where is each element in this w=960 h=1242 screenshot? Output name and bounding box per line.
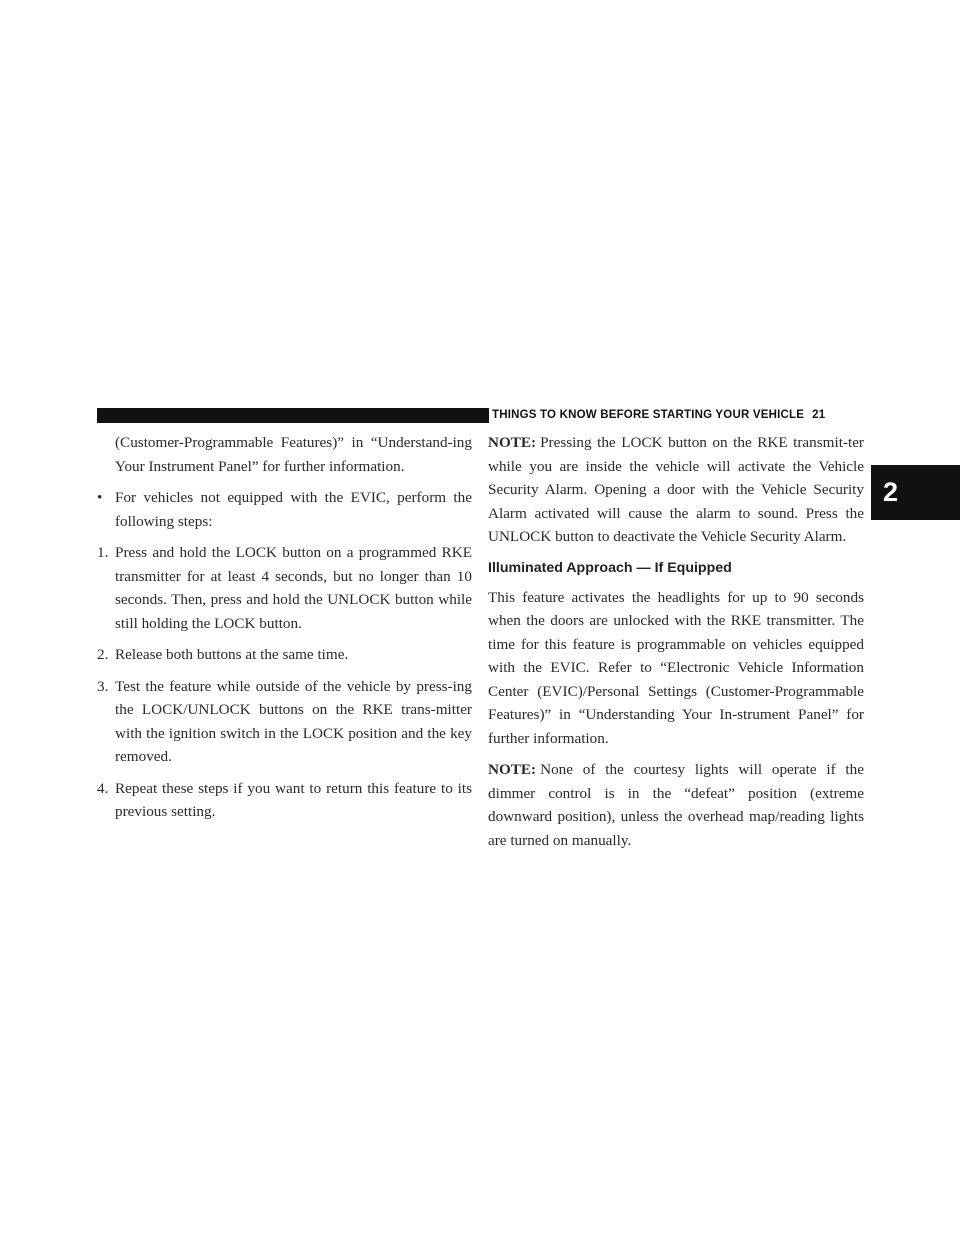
bullet-marker: • — [97, 489, 103, 506]
header-rule-bar — [97, 408, 489, 423]
bullet-text: For vehicles not equipped with the EVIC, perform the following steps: — [115, 489, 472, 530]
note-text: None of the courtesy lights will operate if the dimmer control is in the “defeat” position (extreme downward position), unless the overhead map/reading lights are turned on manually. — [488, 761, 864, 849]
step-number: 1. — [97, 544, 109, 561]
note-text: Pressing the LOCK button on the RKE transmit-ter while you are inside the vehicle will activate the Vehicle Security Alarm. Opening a door with the Vehicle Security Alarm activated will cause the alarm to sound. Press the UNLOCK button to deactivate the Vehicle Security Alarm. — [488, 434, 864, 545]
step-2 — [97, 643, 472, 667]
left-column — [97, 431, 472, 832]
step-3 — [97, 675, 472, 769]
step-text: Release both buttons at the same time. — [115, 646, 349, 663]
section-heading: Illuminated Approach — If Equipped — [488, 559, 732, 576]
right-column — [488, 431, 864, 860]
running-header — [492, 407, 872, 424]
page-number: 21 — [812, 409, 826, 421]
step-number: 3. — [97, 677, 109, 695]
note-paragraph — [488, 431, 864, 549]
body-paragraph: This feature activates the headlights for up to 90 seconds when the doors are unlocked with the RKE transmitter. The time for this feature is programmable on vehicles equipped with the EVIC. Refer to “Electronic Vehicle Information Center (EVIC)/Personal Settings (Customer-Programmable Features)” in “Understanding Your In-strument Panel” for further information. — [488, 588, 864, 747]
step-number: 4. — [97, 779, 109, 797]
step-text: Repeat these steps if you want to return this feature to its previous setting. — [115, 779, 472, 820]
step-number: 2. — [97, 646, 109, 663]
step-1 — [97, 541, 472, 635]
continuation-text: (Customer-Programmable Features)” in “Understand-ing Your Instrument Panel” for further information. — [115, 434, 472, 475]
step-4 — [97, 777, 472, 824]
chapter-tab: 2 — [871, 465, 960, 520]
header-title: THINGS TO KNOW BEFORE STARTING YOUR VEHICLE — [492, 409, 805, 421]
step-text: Press and hold the LOCK button on a programmed RKE transmitter for at least 4 seconds, but no longer than 10 seconds. Then, press and hold the UNLOCK button while still holding the LOCK button. — [115, 544, 472, 632]
step-text: Test the feature while outside of the vehicle by press-ing the LOCK/UNLOCK buttons on the RKE trans-mitter with the ignition switch in the LOCK position and the key removed. — [115, 677, 472, 765]
bullet-item — [97, 486, 472, 533]
note-label: NOTE: — [488, 761, 537, 778]
note-label: NOTE: — [488, 434, 537, 451]
note-paragraph — [488, 758, 864, 852]
